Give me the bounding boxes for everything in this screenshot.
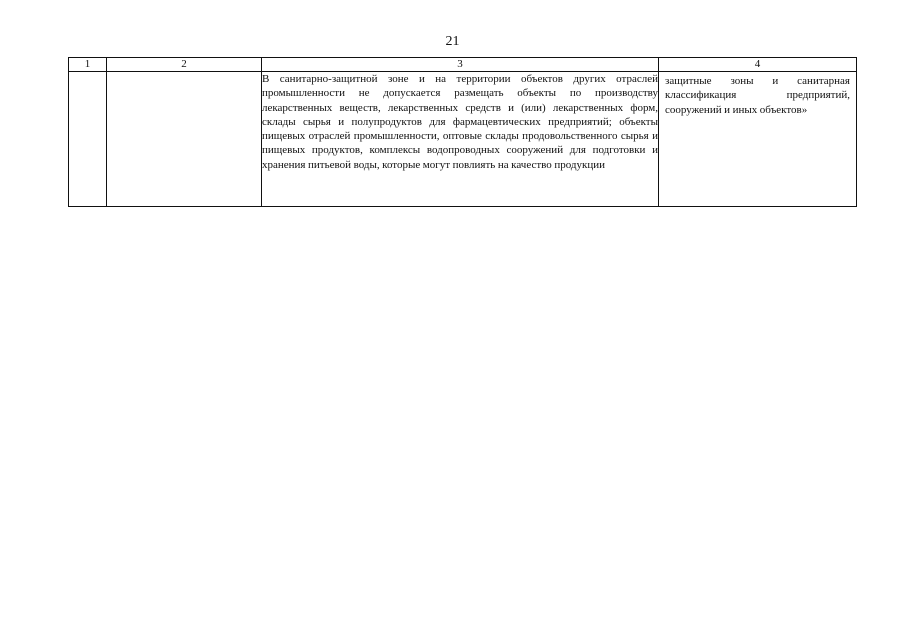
column-header-4: 4: [659, 58, 857, 72]
cell-requirements-text: В санитарно-защитной зоне и на территории объектов других отраслей промышленности не допускается размещать объекты по производству лекарственных веществ, лекарственных средств и (или) лекарственных форм, склады сырья и полупродуктов для фармацевтических предприятий; объекты пищевых отраслей промышленности, оптовые склады продовольственного сырья и пищевых продуктов, комплексы водопроводных сооружений для подготовки и хранения питьевой воды, которые могут повлиять на качество продукции: [262, 72, 659, 207]
table-header-row: [69, 58, 857, 72]
document-table: [68, 57, 857, 207]
column-header-1: 1: [69, 58, 107, 72]
cell-col1: [69, 72, 107, 207]
cell-reference-text: защитные зоны и санитарная классификация предприятий, сооружений и иных объектов»: [659, 72, 857, 207]
column-header-3: 3: [262, 58, 659, 72]
page-number: 21: [445, 34, 460, 49]
cell-col2: [107, 72, 262, 207]
column-header-2: 2: [107, 58, 262, 72]
table-row: [69, 72, 857, 207]
